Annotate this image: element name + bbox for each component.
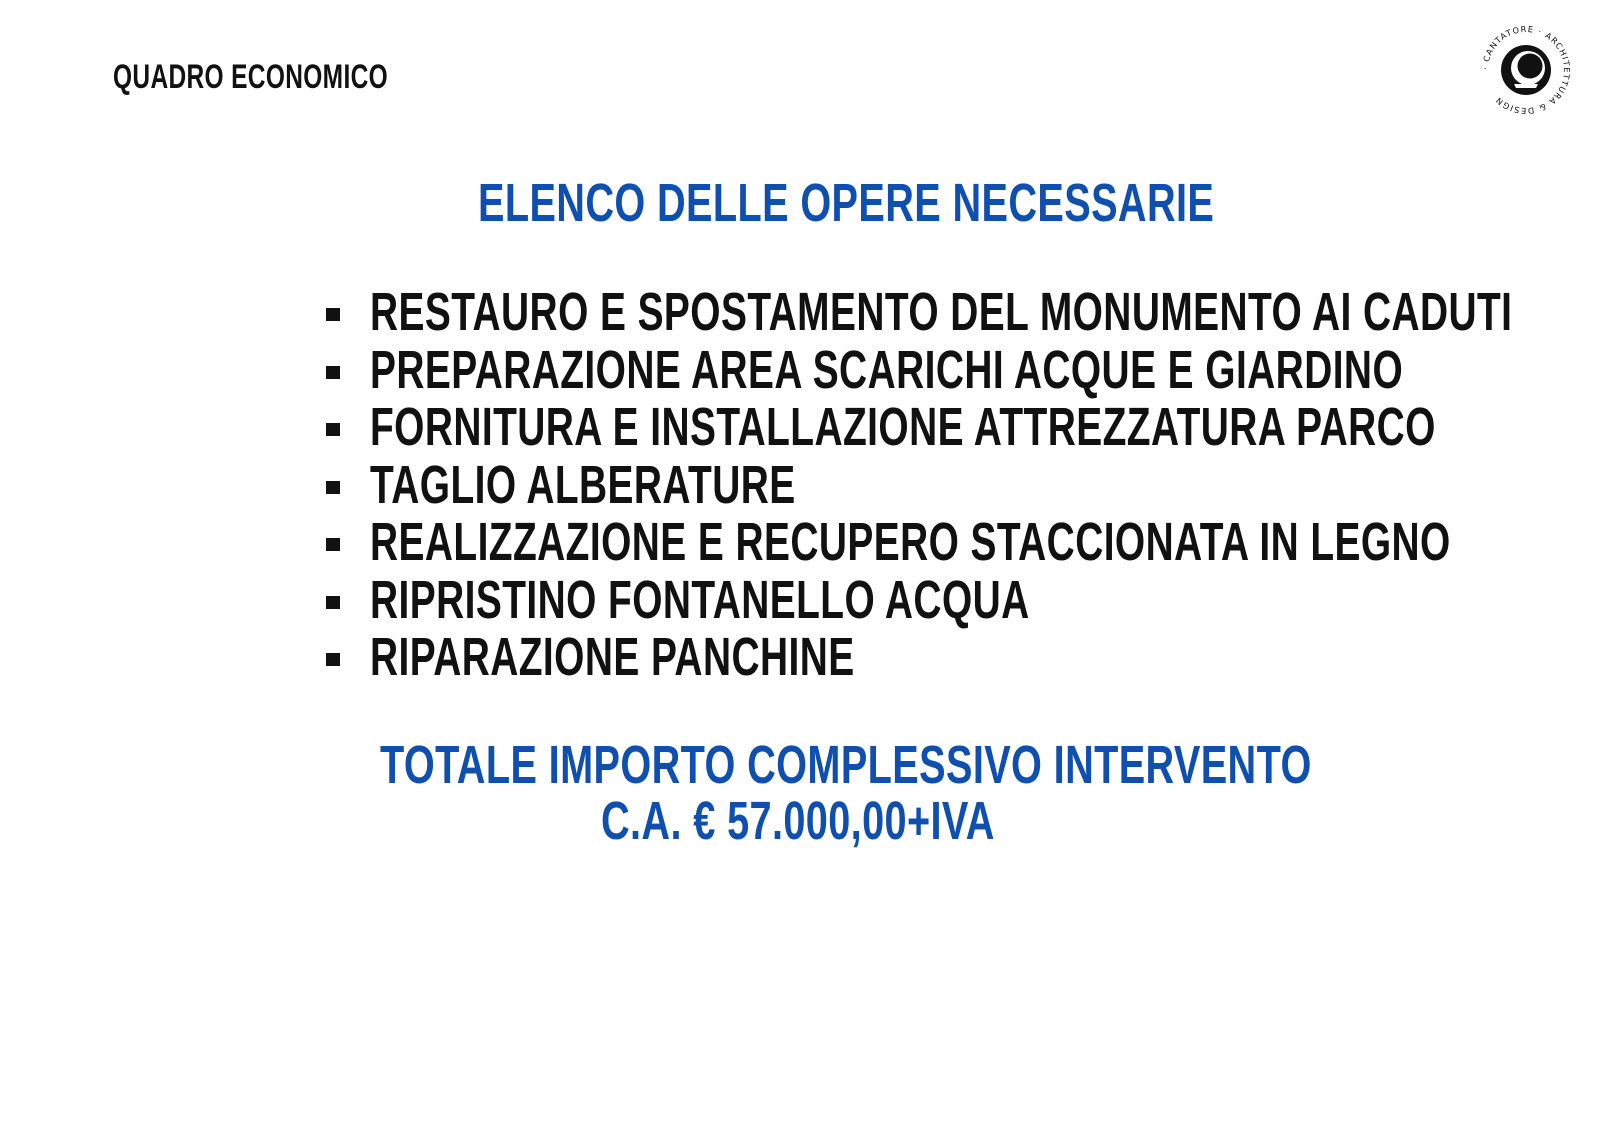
list-item-text: PREPARAZIONE AREA SCARICHI ACQUE E GIARDINO [370,339,1404,400]
list-item-text: FORNITURA E INSTALLAZIONE ATTREZZATURA PARCO [370,397,1436,457]
list-item-text: TAGLIO ALBERATURE [370,454,796,515]
total-amount: C.A. € 57.000,00+IVA [601,791,995,851]
bullet-square-icon [326,538,340,551]
bullet-square-icon [326,366,340,379]
bullet-square-icon [326,596,340,609]
cantatore-logo-icon [1478,22,1574,118]
bullet-square-icon [326,308,340,321]
total-label: TOTALE IMPORTO COMPLESSIVO INTERVENTO [380,735,1312,795]
section-heading: ELENCO DELLE OPERE NECESSARIE [478,173,1215,233]
bullet-square-icon [326,481,340,494]
bullet-square-icon [326,653,340,666]
list-item-text: RIPRISTINO FONTANELLO ACQUA [370,569,1030,630]
list-item-text: RESTAURO E SPOSTAMENTO DEL MONUMENTO AI CADUTI [370,282,1513,342]
page-title: QUADRO ECONOMICO [113,58,389,96]
bullet-square-icon [326,423,340,436]
list-item-text: REALIZZAZIONE E RECUPERO STACCIONATA IN LEGNO [370,512,1451,572]
svg-text:· CANTATORE · ARCHITETTURA & D: · CANTATORE · ARCHITETTURA & DESIGN [1479,23,1573,117]
list-item-text: RIPARAZIONE PANCHINE [370,627,855,687]
